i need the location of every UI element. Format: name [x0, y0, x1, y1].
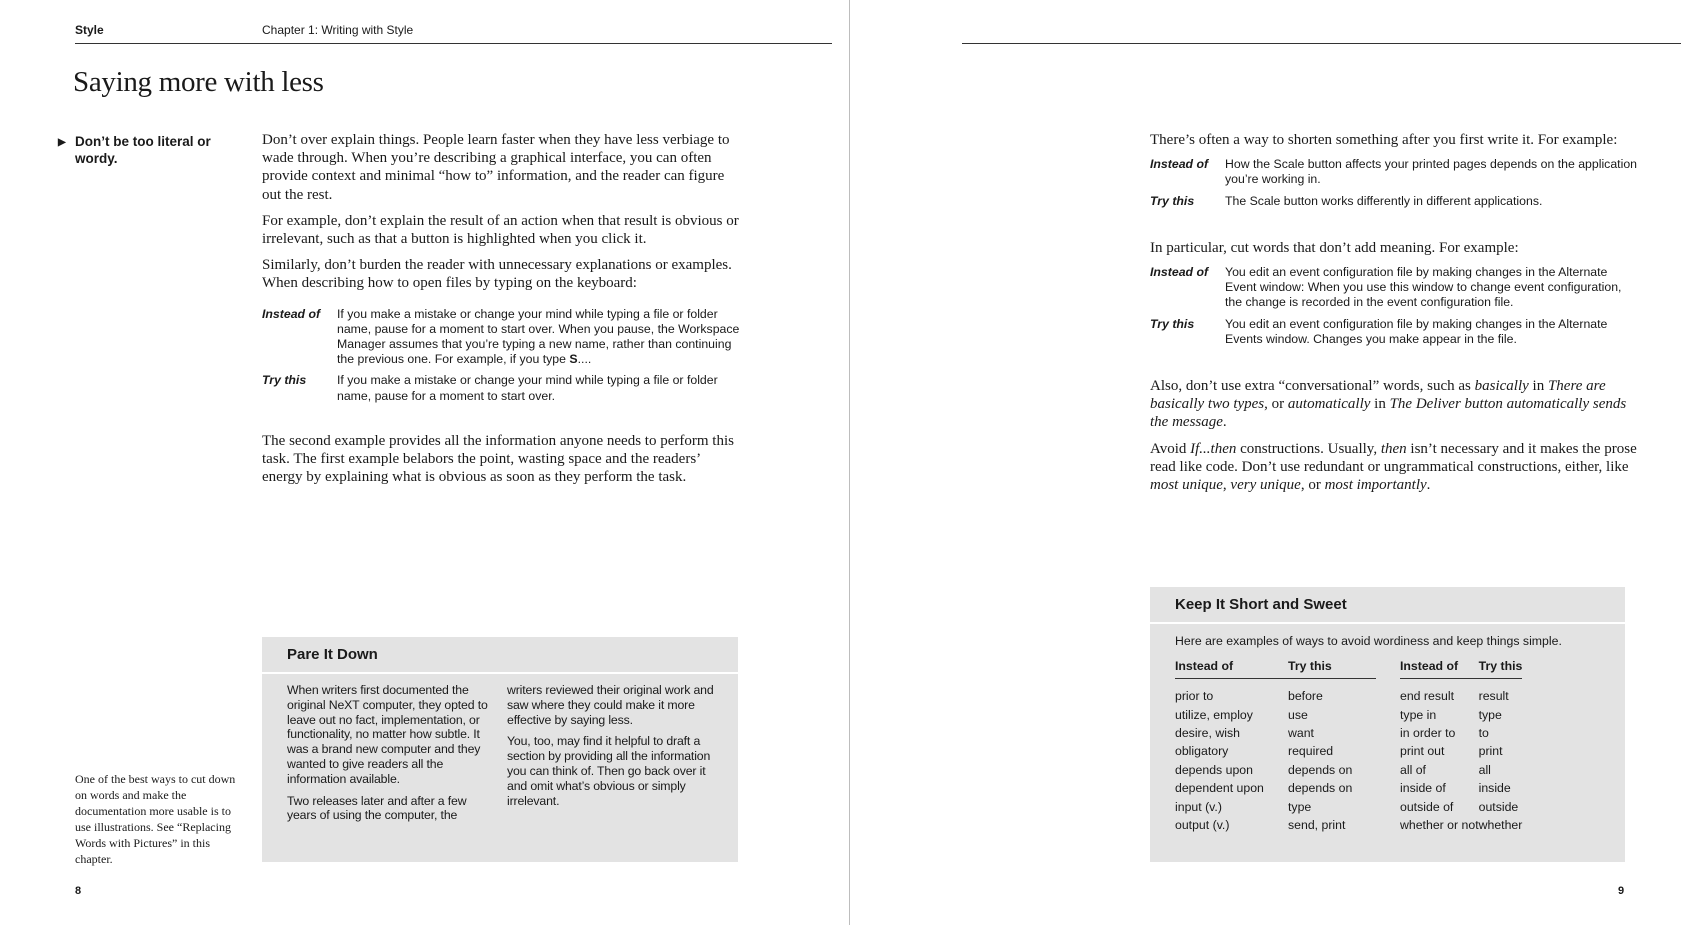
- wordy-term: print out: [1400, 744, 1445, 759]
- wordy-term: whether or not: [1400, 817, 1479, 832]
- instead-of-text: You edit an event configuration file by making changes in the Alternate Event window: When you use this window to change event configuration, the change is recorded in the event configuration file.: [1225, 265, 1622, 310]
- body-paragraph: Avoid If...then constructions. Usually, then isn’t necessary and it makes the prose read like code. Don’t use redundant or ungrammatical constructions, either, like most unique, very unique, or most importantly.: [1150, 440, 1637, 494]
- closing-paragraph: The second example provides all the information anyone needs to perform this task. The first example belabors the point, wasting space and the readers’ energy by explaining what is obvious as soon as they perform the task.: [262, 432, 734, 486]
- instead-of-text: How the Scale button affects your printed pages depends on the application you’re working in.: [1225, 157, 1637, 187]
- sidebar-divider: [262, 672, 738, 674]
- wordy-term: type in: [1400, 707, 1437, 722]
- concise-term: whether: [1478, 817, 1523, 832]
- word-table-header: [1175, 659, 1522, 679]
- header-rule: [962, 43, 1681, 44]
- wordy-term: obligatory: [1175, 744, 1229, 759]
- body-paragraph: For example, don’t explain the result of an action when that result is obvious or irrelevant, such as that a button is highlighted when you click it.: [262, 212, 739, 248]
- concise-term: before: [1288, 689, 1323, 704]
- wordy-term: outside of: [1400, 799, 1454, 814]
- word-table-row: [1175, 816, 1522, 834]
- concise-term: to: [1478, 725, 1489, 740]
- wordy-term: depends upon: [1175, 762, 1253, 777]
- wordy-term: all of: [1400, 762, 1426, 777]
- body-paragraph: Also, don’t use extra “conversational” words, such as basically in There are basically two types, or automatically in The Deliver button automatically sends the message.: [1150, 378, 1627, 431]
- try-this-text: If you make a mistake or change your mind while typing a file or folder name, pause for a moment to start over.: [337, 373, 718, 403]
- instead-of-label: Instead of: [262, 306, 321, 321]
- concise-term: outside: [1478, 799, 1519, 814]
- page-number: 9: [1618, 885, 1625, 897]
- wordy-term: inside of: [1400, 781, 1446, 796]
- running-head-section: Style: [75, 23, 104, 37]
- word-table-row: [1175, 779, 1522, 797]
- wordy-term: desire, wish: [1175, 725, 1240, 740]
- wordy-term: utilize, employ: [1175, 707, 1253, 722]
- sidebar-divider: [1150, 622, 1625, 624]
- intro-paragraph: There’s often a way to shorten something after you first write it. For example:: [1150, 132, 1618, 148]
- wordy-term: end result: [1400, 689, 1455, 704]
- instead-of-text: If you make a mistake or change your mind while typing a file or folder name, pause for a moment to start over. When you pause, the Workspace Manager assumes that you’re typing a new name, rather than continuing the previous one. For example, if you type S....: [337, 306, 740, 367]
- wordy-term: in order to: [1400, 725, 1456, 740]
- margin-note: One of the best ways to cut down on words and make the documentation more usable is to use illustrations. See “Replacing Words with Pictures” in this chapter.: [75, 772, 236, 866]
- sidebar-column-2: [507, 683, 717, 815]
- wordy-term: output (v.): [1175, 817, 1230, 832]
- col-header: Try this: [1479, 659, 1523, 679]
- word-table-row: [1175, 742, 1522, 760]
- keep-it-short-sidebar: [1150, 587, 1625, 862]
- col-header: Instead of: [1175, 659, 1288, 679]
- sidebar-intro: Here are examples of ways to avoid wordiness and keep things simple.: [1175, 634, 1562, 648]
- concise-term: depends on: [1288, 781, 1353, 796]
- main-body: [262, 131, 740, 494]
- try-this-label: Try this: [262, 373, 307, 388]
- try-this-label: Try this: [1150, 193, 1195, 208]
- try-this-text: The Scale button works differently in different applications.: [1225, 193, 1543, 208]
- col-header: Instead of: [1400, 659, 1479, 679]
- sidebar-title: Keep It Short and Sweet: [1175, 596, 1347, 613]
- concise-term: type: [1478, 707, 1502, 722]
- word-table-row: [1175, 705, 1522, 723]
- word-table-row: [1175, 797, 1522, 815]
- concise-term: send, print: [1288, 817, 1346, 832]
- pare-it-down-sidebar: [262, 637, 738, 862]
- sidebar-title: Pare It Down: [287, 646, 378, 663]
- running-head-chapter: Chapter 1: Writing with Style: [262, 23, 414, 37]
- sidebar-paragraph: writers reviewed their original work and saw where they could make it more effective by saying less.: [507, 683, 714, 727]
- concise-term: result: [1478, 689, 1509, 704]
- concise-term: type: [1288, 799, 1312, 814]
- body-paragraph: Similarly, don’t burden the reader with unnecessary explanations or examples. When describing how to open files by typing on the keyboard:: [262, 257, 732, 292]
- sidebar-paragraph: Two releases later and after a few years of using the computer, the: [287, 793, 467, 823]
- body-paragraph: In particular, cut words that don’t add meaning. For example:: [1150, 239, 1519, 256]
- col-header: Try this: [1288, 659, 1376, 679]
- sidehead: [58, 133, 235, 167]
- concise-term: all: [1478, 762, 1491, 777]
- concise-term: use: [1288, 707, 1308, 722]
- instead-of-label: Instead of: [1150, 157, 1209, 172]
- concise-term: print: [1478, 744, 1503, 759]
- sidehead-text: Don’t be too literal or wordy.: [75, 134, 211, 166]
- example-table-2: [1150, 265, 1640, 353]
- concise-term: depends on: [1288, 762, 1353, 777]
- concise-term: inside: [1478, 781, 1511, 796]
- example-table-1: [1150, 157, 1640, 215]
- word-table-row: [1175, 761, 1522, 779]
- sidebar-paragraph: When writers first documented the original NeXT computer, they opted to leave out no fact, implementation, or functionality, no matter how subtle. It was a brand new computer and they wanted to give readers all the information available.: [287, 683, 488, 786]
- concise-term: want: [1288, 725, 1314, 740]
- sidebar-paragraph: You, too, may find it helpful to draft a section by providing all the information you can think of. Then go back over it and omit what’s obvious or simply irrelevant.: [507, 734, 711, 808]
- try-this-label: Try this: [1150, 316, 1195, 331]
- example-table: [262, 307, 740, 410]
- try-this-text: You edit an event configuration file by making changes in the Alternate Events window. Changes you make appear in the file.: [1225, 316, 1608, 346]
- header-rule: [75, 43, 832, 44]
- word-table: [1175, 659, 1522, 834]
- left-page: [0, 0, 849, 925]
- body-paragraph: Don’t over explain things. People learn faster when they have less verbiage to wade through. When you’re describing a graphical interface, you can often provide context and minimal “how to” information, and the reader can figure out the rest.: [262, 132, 730, 203]
- concise-term: required: [1288, 744, 1334, 759]
- instead-of-label: Instead of: [1150, 265, 1209, 280]
- sidebar-column-1: [287, 683, 490, 830]
- right-page: [850, 0, 1700, 925]
- page-number: 8: [75, 885, 82, 897]
- word-table-row: [1175, 724, 1522, 742]
- triangle-bullet-icon: ▶: [58, 137, 66, 148]
- main-body: [1150, 131, 1640, 502]
- wordy-term: prior to: [1175, 689, 1214, 704]
- wordy-term: input (v.): [1175, 799, 1222, 814]
- page-title: Saying more with less: [73, 66, 324, 98]
- wordy-term: dependent upon: [1175, 781, 1264, 796]
- word-table-row: [1175, 687, 1522, 705]
